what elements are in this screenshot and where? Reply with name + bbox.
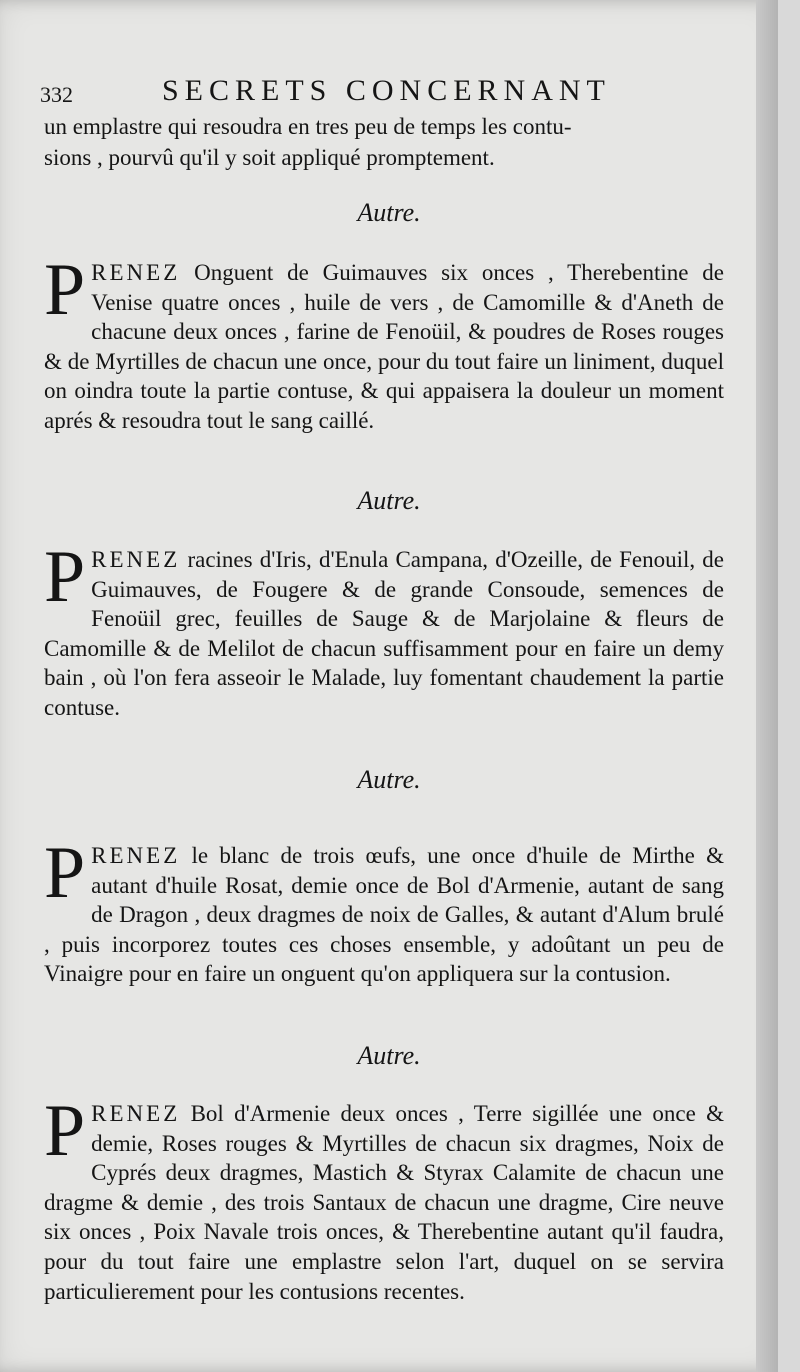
drop-cap: P: [44, 832, 86, 914]
paragraph-text: Bol d'Armenie deux onces , Terre sigillée une once & demie, Roses rouges & Myrtilles de chacun six dragmes, Noix de Cyprés deux dragmes, Mastich & Styrax Calamite de chacun une dragme & demie , des trois Santaux de chacun une dragme, Cire neuve six onces , Poix Navale trois onces, & Therebentine autant qu'il faudra, pour du tout faire une emplastre selon l'art, duquel on se servira particulierement pour les contusions recentes.: [44, 1101, 725, 1304]
paragraph-text: racines d'Iris, d'Enula Campana, d'Ozeille, de Fenouil, de Guimauves, de Fougere & de grande Consoude, semences de Fenoüil grec, feuilles de Sauge & de Marjolaine & fleurs de Camomille & de Melilot de chacun suffisamment pour en faire un demy bain , où l'on fera asseoir le Malade, luy fomentant chaudement la partie contuse.: [44, 547, 725, 720]
paragraph-text: le blanc de trois œufs, une once d'huile de Mirthe & autant d'huile Rosat, demie once de Bol d'Armenie, autant de sang de Dragon , deux dragmes de noix de Galles, & autant d'Alum brulé , puis incorporez toutes ces choses ensemble, y adoûtant un peu de Vinaigre pour en faire un onguent qu'on appliquera sur la contusion.: [44, 843, 725, 987]
opening-line: sions , pourvû qu'il y soit appliqué promptement.: [44, 145, 495, 170]
drop-cap: P: [44, 536, 86, 618]
recipe-paragraph: [44, 1090, 725, 1306]
paragraph-lead: RENEZ: [91, 547, 181, 572]
section-heading: Autre.: [357, 1041, 421, 1070]
recipe-paragraph: [44, 536, 725, 723]
paragraph-text: Onguent de Guimauves six onces , Therebentine de Venise quatre onces , huile de vers , de Camomille & d'Aneth de chacune deux onces , farine de Fenoüil, & poudres de Roses rouges & de Myrtilles de chacun une once, pour du tout faire un liniment, duquel on oindra toute la partie contuse, & qui appaisera la douleur un moment aprés & resoudra tout le sang caillé.: [44, 260, 725, 433]
opening-text: [44, 111, 720, 173]
page-number: 332: [40, 82, 73, 107]
drop-cap: P: [44, 1090, 86, 1172]
section-heading: Autre.: [357, 486, 421, 515]
paragraph-lead: RENEZ: [91, 260, 181, 285]
section-heading: Autre.: [357, 198, 421, 227]
running-head: [40, 74, 730, 114]
running-title: SECRETS CONCERNANT: [162, 74, 611, 107]
drop-cap: P: [44, 249, 86, 331]
paragraph-lead: RENEZ: [91, 843, 181, 868]
recipe-paragraph: [44, 832, 725, 989]
section-heading: Autre.: [357, 765, 421, 794]
recipe-paragraph: [44, 249, 725, 436]
paragraph-lead: RENEZ: [91, 1101, 181, 1126]
opening-line: un emplastre qui resoudra en tres peu de temps les contu-: [44, 114, 572, 139]
